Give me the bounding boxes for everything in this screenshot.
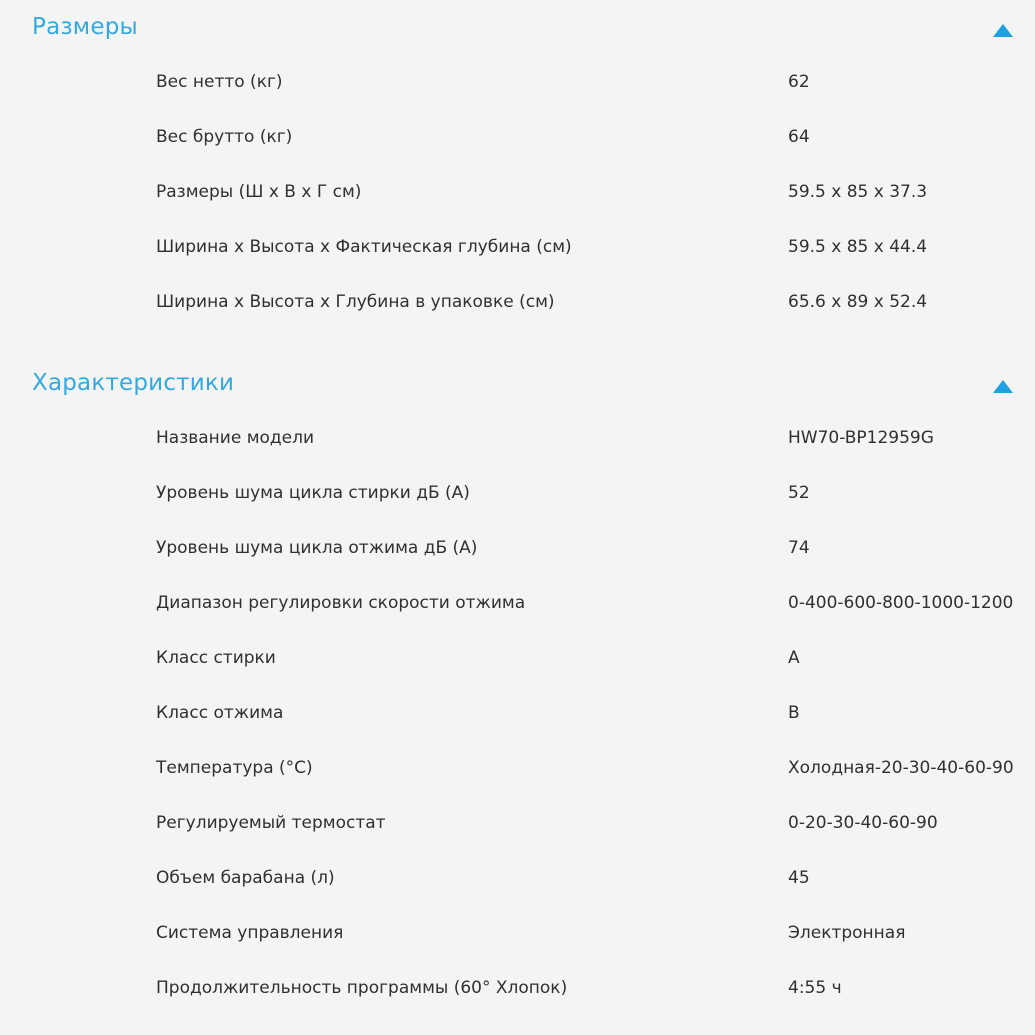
spec-row — [0, 870, 1035, 925]
spec-value: 52 — [788, 483, 810, 503]
spec-value: 62 — [788, 72, 810, 92]
spec-row — [0, 485, 1035, 540]
spec-label: Уровень шума цикла стирки дБ (A) — [156, 483, 470, 503]
spec-label: Вес нетто (кг) — [156, 72, 283, 92]
triangle-up-icon[interactable] — [993, 24, 1013, 37]
section-title: Характеристики — [32, 370, 235, 396]
spec-value: 65.6 x 89 x 52.4 — [788, 292, 928, 312]
dimensions-section-header[interactable] — [0, 4, 1035, 56]
spec-value: 45 — [788, 868, 810, 888]
spec-label: Система управления — [156, 923, 344, 943]
spec-row — [0, 980, 1035, 1035]
spec-row — [0, 925, 1035, 980]
spec-label: Регулируемый термостат — [156, 813, 386, 833]
spec-row — [0, 650, 1035, 705]
spec-value: HW70-BP12959G — [788, 428, 934, 448]
spec-row — [0, 239, 1035, 294]
spec-value: 74 — [788, 538, 810, 558]
spec-label: Температура (°C) — [156, 758, 313, 778]
spec-row — [0, 184, 1035, 239]
spec-label: Вес брутто (кг) — [156, 127, 293, 147]
dimensions-section — [0, 4, 1035, 312]
spec-label: Класс отжима — [156, 703, 284, 723]
spec-label: Ширина x Высота x Глубина в упаковке (см) — [156, 292, 555, 312]
spec-row — [0, 595, 1035, 650]
spec-label: Продолжительность программы (60° Хлопок) — [156, 978, 568, 998]
spec-list — [0, 74, 1035, 349]
spec-label: Размеры (Ш x В x Г см) — [156, 182, 362, 202]
triangle-up-icon[interactable] — [993, 380, 1013, 393]
spec-row — [0, 430, 1035, 485]
spec-label: Диапазон регулировки скорости отжима — [156, 593, 526, 613]
spec-row — [0, 129, 1035, 184]
spec-value: 0-20-30-40-60-90 — [788, 813, 938, 833]
spec-value: Холодная-20-30-40-60-90 — [788, 758, 1014, 778]
spec-row — [0, 74, 1035, 129]
spec-label: Объем барабана (л) — [156, 868, 335, 888]
spec-row — [0, 294, 1035, 349]
spec-value: 59.5 x 85 x 37.3 — [788, 182, 928, 202]
spec-row — [0, 760, 1035, 815]
spec-label: Ширина x Высота x Фактическая глубина (см) — [156, 237, 572, 257]
spec-value: 0-400-600-800-1000-1200 — [788, 593, 1014, 613]
spec-label: Уровень шума цикла отжима дБ (A) — [156, 538, 478, 558]
spec-label: Название модели — [156, 428, 315, 448]
spec-list — [0, 430, 1035, 1035]
spec-value: B — [788, 703, 800, 723]
spec-row — [0, 815, 1035, 870]
spec-label: Класс стирки — [156, 648, 276, 668]
features-section-header[interactable] — [0, 360, 1035, 412]
spec-value: Электронная — [788, 923, 906, 943]
spec-value: 4:55 ч — [788, 978, 842, 998]
spec-row — [0, 540, 1035, 595]
spec-row — [0, 705, 1035, 760]
spec-value: A — [788, 648, 800, 668]
spec-value: 59.5 x 85 x 44.4 — [788, 237, 928, 257]
features-section — [0, 360, 1035, 998]
section-title: Размеры — [32, 14, 138, 40]
spec-value: 64 — [788, 127, 810, 147]
